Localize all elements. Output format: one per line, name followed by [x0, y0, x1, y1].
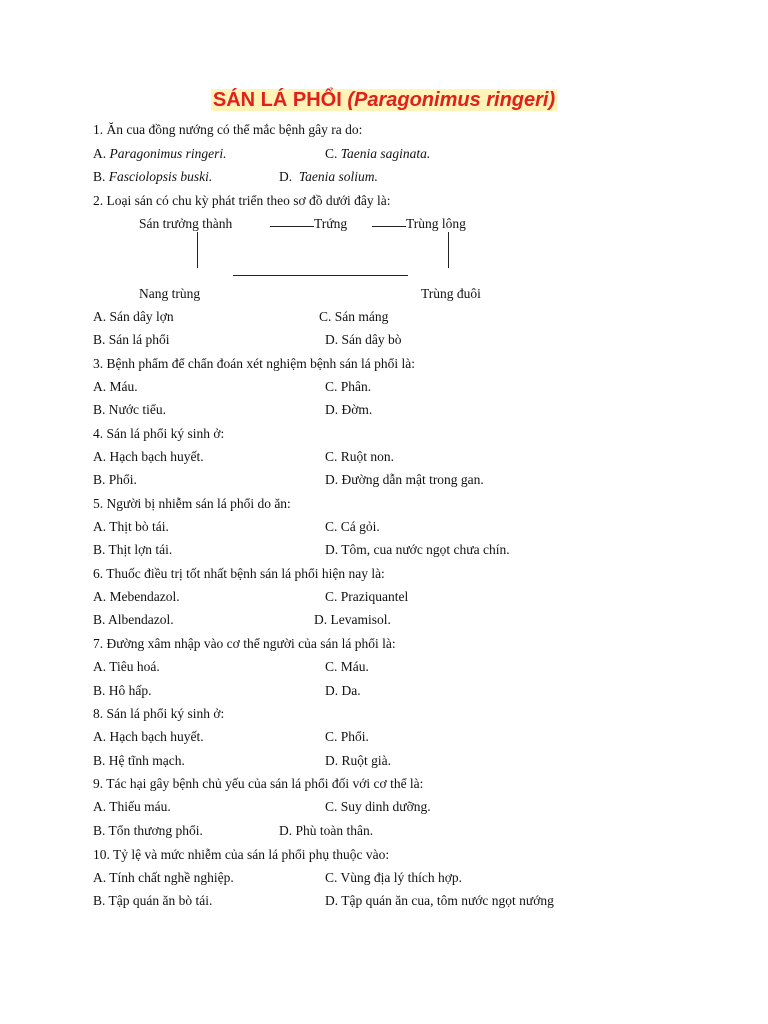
q3-option-d: D. Đờm.: [325, 402, 373, 417]
diagram-node-miracidium: Trùng lông: [406, 216, 466, 231]
question-2: 2. Loại sán có chu kỳ phát triển theo sơ đồ dưới đây là:: [93, 193, 391, 208]
q1-option-c: C. Taenia saginata.: [325, 146, 431, 161]
diagram-node-adult: Sán trưởng thành: [139, 216, 233, 231]
q7-option-a: A. Tiêu hoá.: [93, 659, 160, 674]
q4-option-b: B. Phổi.: [93, 472, 137, 487]
diagram-node-metacercaria: Nang trùng: [139, 286, 201, 301]
q10-option-a: A. Tính chất nghề nghiệp.: [93, 870, 234, 885]
q6-option-c: C. Praziquantel: [325, 589, 409, 604]
question-6: 6. Thuốc điều trị tốt nhất bệnh sán lá phổi hiện nay là:: [93, 566, 385, 581]
question-7: 7. Đường xâm nhập vào cơ thể người của sán lá phổi là:: [93, 636, 396, 651]
question-4: 4. Sán lá phổi ký sinh ở:: [93, 426, 225, 441]
q3-option-c: C. Phân.: [325, 379, 372, 394]
title-main: SÁN LÁ PHỔI: [212, 89, 342, 111]
diagram-node-egg: Trứng: [314, 216, 348, 231]
diagram-arrow-4: [448, 232, 449, 268]
question-8: 8. Sán lá phổi ký sinh ở:: [93, 706, 225, 721]
q3-option-a: A. Máu.: [93, 379, 138, 394]
q9-option-a: A. Thiếu máu.: [93, 799, 171, 814]
q5-option-c: C. Cá gỏi.: [325, 519, 380, 534]
q8-option-c: C. Phổi.: [325, 729, 369, 744]
diagram-arrow-2: [372, 226, 406, 227]
question-5: 5. Người bị nhiễm sán lá phổi do ăn:: [93, 496, 291, 511]
q7-option-b: B. Hô hấp.: [93, 683, 152, 698]
q9-option-d: D. Phù toàn thân.: [279, 823, 374, 838]
q4-option-c: C. Ruột non.: [325, 449, 395, 464]
question-1: 1. Ăn cua đồng nướng có thể mắc bệnh gây ra do:: [93, 122, 363, 137]
q2-option-a: A. Sán dây lợn: [93, 309, 174, 324]
question-3: 3. Bệnh phẩm để chẩn đoán xét nghiệm bệnh sán lá phổi là:: [93, 356, 416, 371]
q4-option-a: A. Hạch bạch huyết.: [93, 449, 204, 464]
diagram-node-cercaria: Trùng đuôi: [421, 286, 481, 301]
diagram-arrow-3: [197, 232, 198, 268]
q9-option-c: C. Suy dinh dưỡng.: [325, 799, 431, 814]
diagram-arrow-5: [233, 275, 408, 276]
q1-option-d: D. Taenia solium.: [279, 169, 378, 184]
q5-option-b: B. Thịt lợn tái.: [93, 542, 173, 557]
q3-option-b: B. Nước tiểu.: [93, 402, 166, 417]
q1-option-b: B. Fasciolopsis buski.: [93, 169, 213, 184]
diagram-arrow-1: [270, 226, 314, 227]
q6-option-a: A. Mebendazol.: [93, 589, 180, 604]
q2-option-c: C. Sán máng: [319, 309, 389, 324]
q8-option-d: D. Ruột già.: [325, 753, 391, 768]
question-9: 9. Tác hại gây bệnh chủ yếu của sán lá phổi đối với cơ thể là:: [93, 776, 424, 791]
question-10: 10. Tỷ lệ và mức nhiễm của sán lá phổi phụ thuộc vào:: [93, 847, 390, 862]
q2-option-d: D. Sán dây bò: [325, 332, 402, 347]
q10-option-c: C. Vùng địa lý thích hợp.: [325, 870, 463, 885]
page-title: [0, 89, 768, 112]
q5-option-a: A. Thịt bò tái.: [93, 519, 169, 534]
q2-option-b: B. Sán lá phổi: [93, 332, 170, 347]
q7-option-d: D. Da.: [325, 683, 361, 698]
q8-option-b: B. Hệ tĩnh mạch.: [93, 753, 185, 768]
q9-option-b: B. Tổn thương phổi.: [93, 823, 203, 838]
q10-option-b: B. Tập quán ăn bò tái.: [93, 893, 213, 908]
q6-option-d: D. Levamisol.: [314, 612, 391, 627]
title-latin: (Paragonimus ringeri): [347, 89, 556, 111]
q5-option-d: D. Tôm, cua nước ngọt chưa chín.: [325, 542, 510, 557]
q6-option-b: B. Albendazol.: [93, 612, 174, 627]
q4-option-d: D. Đường dẫn mật trong gan.: [325, 472, 484, 487]
q8-option-a: A. Hạch bạch huyết.: [93, 729, 204, 744]
q7-option-c: C. Máu.: [325, 659, 369, 674]
q10-option-d: D. Tập quán ăn cua, tôm nước ngọt nướng: [325, 893, 554, 908]
q1-option-a: A. Paragonimus ringeri.: [93, 146, 227, 161]
